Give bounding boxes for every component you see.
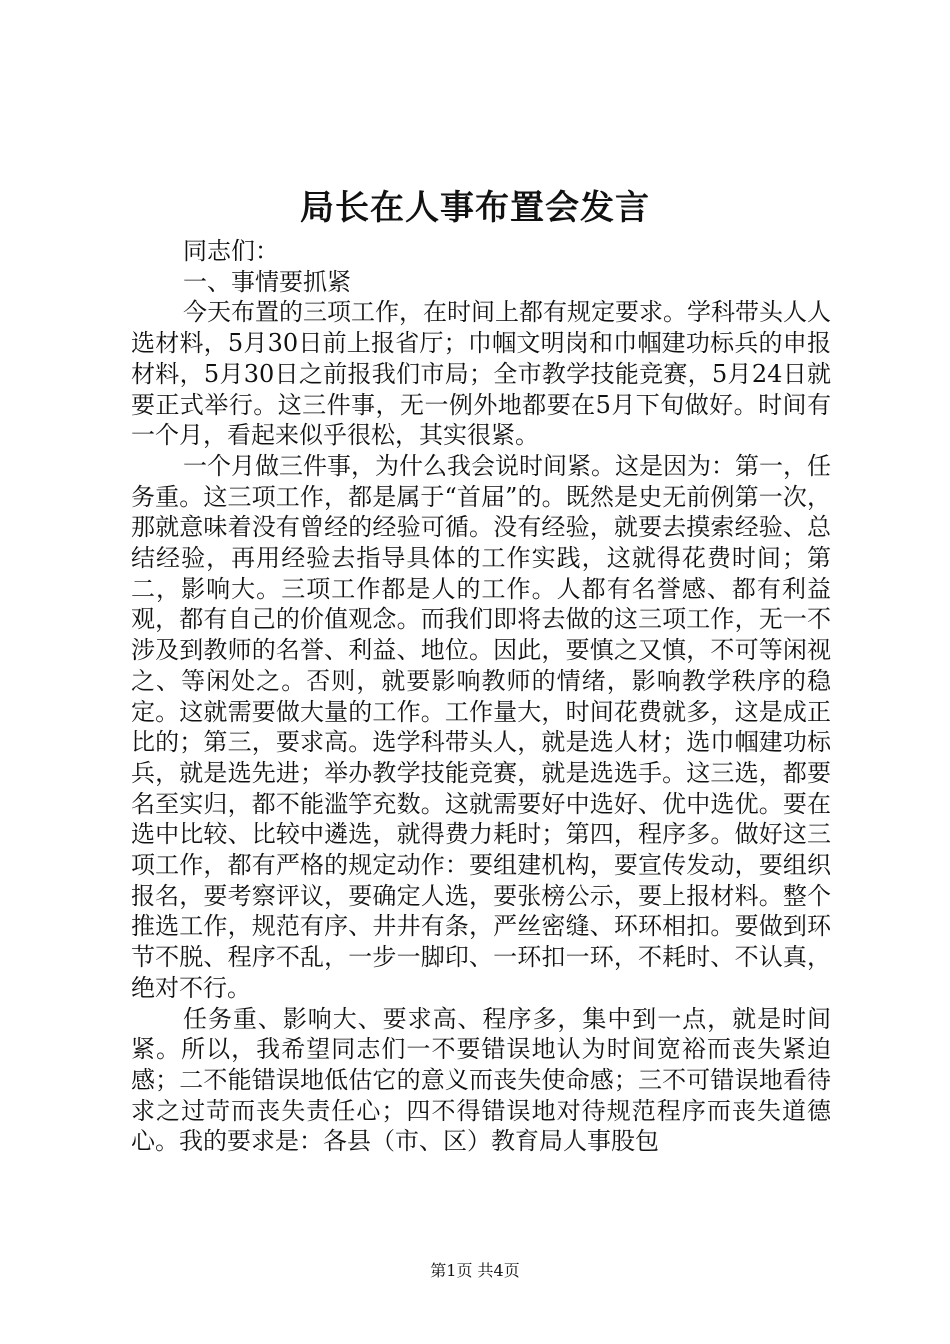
body-paragraph: 任务重、影响大、要求高、程序多，集中到一点，就是时间紧。所以，我希望同志们一不要错误地认为时间宽裕而丧失紧迫感；二不能错误地低估它的意义而丧失使命感；三不可错误地看待求之过苛而丧失责任心；四不得错误地对待规范程序而丧失道德心。我的要求是：各县（市、区）教育局人事股包 bbox=[131, 1004, 831, 1156]
page-number-footer: 第1页 共4页 bbox=[430, 1261, 520, 1280]
body-paragraph: 今天布置的三项工作，在时间上都有规定要求。学科带头人人选材料，5月30日前上报省厅；巾帼文明岗和巾帼建功标兵的申报材料，5月30日之前报我们市局；全市教学技能竞赛，5月24日就要正式举行。这三件事，无一例外地都要在5月下旬做好。时间有一个月，看起来似乎很松，其实很紧。 bbox=[131, 298, 831, 450]
document-body bbox=[131, 236, 831, 1157]
section-heading: 一、事情要抓紧 bbox=[183, 267, 351, 296]
document-title: 局长在人事布置会发言 bbox=[300, 188, 650, 228]
salutation-paragraph: 同志们： bbox=[183, 237, 279, 265]
body-paragraph: 一个月做三件事，为什么我会说时间紧。这是因为：第一，任务重。这三项工作，都是属于“首届”的。既然是史无前例第一次，那就意味着没有曾经的经验可循。没有经验，就要去摸索经验、总结经验，再用经验去指导具体的工作实践，这就得花费时间；第二，影响大。三项工作都是人的工作。人都有名誉感、都有利益观，都有自己的价值观念。而我们即将去做的这三项工作，无一不涉及到教师的名誉、利益、地位。因此，要慎之又慎，不可等闲视之、等闲处之。否则，就要影响教师的情绪，影响教学秩序的稳定。这就需要做大量的工作。工作量大，时间花费就多，这是成正比的；第三，要求高。选学科带头人，就是选人材；选巾帼建功标兵，就是选先进；举办教学技能竞赛，就是选选手。这三选，都要名至实归，都不能滥竽充数。这就需要好中选好、优中选优。要在选中比较、比较中遴选，就得费力耗时；第四，程序多。做好这三项工作，都有严格的规定动作：要组建机构，要宣传发动，要组织报名，要考察评议，要确定人选，要张榜公示，要上报材料。整个推选工作，规范有序、井井有条，严丝密缝、环环相扣。要做到环节不脱、程序不乱，一步一脚印、一环扣一环，不耗时、不认真，绝对不行。 bbox=[131, 451, 831, 1002]
